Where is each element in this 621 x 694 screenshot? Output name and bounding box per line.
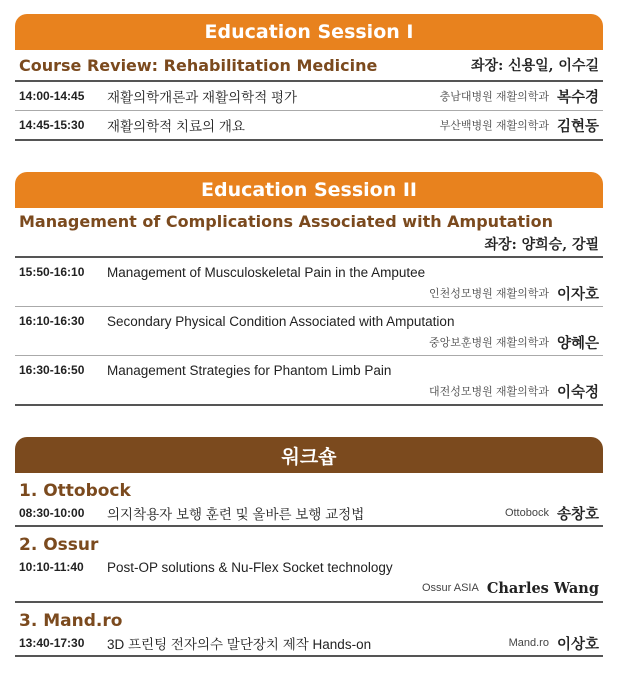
session-subtitle-row <box>15 208 603 256</box>
row-speaker: Charles Wang <box>486 579 599 597</box>
row-time: 16:10-16:30 <box>19 314 85 328</box>
row-speaker: 이숙정 <box>556 383 599 401</box>
row-speaker: 복수경 <box>556 88 599 106</box>
row-title: Post-OP solutions & Nu-Flex Socket technology <box>107 559 393 575</box>
row-speaker: 김현동 <box>556 117 599 135</box>
row-time: 14:00-14:45 <box>19 89 85 103</box>
schedule-row <box>15 111 603 139</box>
row-time: 10:10-11:40 <box>19 560 84 574</box>
row-time: 14:45-15:30 <box>19 118 85 132</box>
schedule-row <box>15 555 603 601</box>
session-banner: Education Session I <box>15 14 603 50</box>
row-title: 재활의학적 치료의 개요 <box>107 119 245 134</box>
row-title: 재활의학개론과 재활의학적 평가 <box>107 90 298 105</box>
row-speaker: 이자호 <box>556 285 599 303</box>
workshop-heading: 3. Mand.ro <box>19 611 123 631</box>
divider <box>15 404 603 406</box>
schedule-row <box>15 631 603 655</box>
workshop-heading: 1. Ottobock <box>19 481 131 501</box>
session-banner: Education Session II <box>15 172 603 208</box>
row-affiliation: Mand.ro <box>508 637 549 649</box>
session-subtitle: Course Review: Rehabilitation Medicine <box>19 55 378 75</box>
row-time: 15:50-16:10 <box>19 265 85 279</box>
divider <box>15 655 603 657</box>
schedule-row <box>15 258 603 306</box>
education-session-1 <box>15 14 603 141</box>
workshop-section <box>15 437 603 657</box>
row-time: 13:40-17:30 <box>19 636 85 650</box>
session-subtitle: Management of Complications Associated with Amputation <box>19 212 554 231</box>
row-title: Management Strategies for Phantom Limb Pain <box>107 362 392 378</box>
row-speaker: 이상호 <box>556 635 599 653</box>
session-subtitle-row <box>15 50 603 80</box>
row-speaker: 송창호 <box>556 505 599 523</box>
row-title: Management of Musculoskeletal Pain in the Amputee <box>107 264 426 280</box>
row-affiliation: 중앙보훈병원 재활의학과 <box>429 337 549 349</box>
row-affiliation: 부산백병원 재활의학과 <box>439 120 549 132</box>
row-title: 의지착용자 보행 훈련 및 올바른 보행 교정법 <box>107 507 365 522</box>
session-chairs: 좌장: 신용일, 이수길 <box>471 58 599 74</box>
schedule-row <box>15 307 603 355</box>
row-affiliation: 대전성모병원 재활의학과 <box>429 386 549 398</box>
education-session-2 <box>15 172 603 406</box>
schedule-row <box>15 501 603 525</box>
row-affiliation: 인천성모병원 재활의학과 <box>429 288 549 300</box>
row-affiliation: 충남대병원 재활의학과 <box>439 91 549 103</box>
divider <box>15 139 603 141</box>
row-title: Secondary Physical Condition Associated with Amputation <box>107 313 455 329</box>
row-affiliation: Ottobock <box>504 507 549 519</box>
workshop-heading: 2. Ossur <box>19 535 99 555</box>
session-banner: 워크숍 <box>15 437 603 473</box>
row-time: 08:30-10:00 <box>19 506 85 520</box>
row-title: 3D 프린팅 전자의수 말단장치 제작 Hands-on <box>107 637 372 652</box>
row-affiliation: Ossur ASIA <box>421 582 479 594</box>
schedule-row <box>15 82 603 110</box>
schedule-row <box>15 356 603 404</box>
row-speaker: 양혜은 <box>556 334 599 352</box>
session-chairs: 좌장: 양희승, 강필 <box>484 237 599 253</box>
row-time: 16:30-16:50 <box>19 363 85 377</box>
